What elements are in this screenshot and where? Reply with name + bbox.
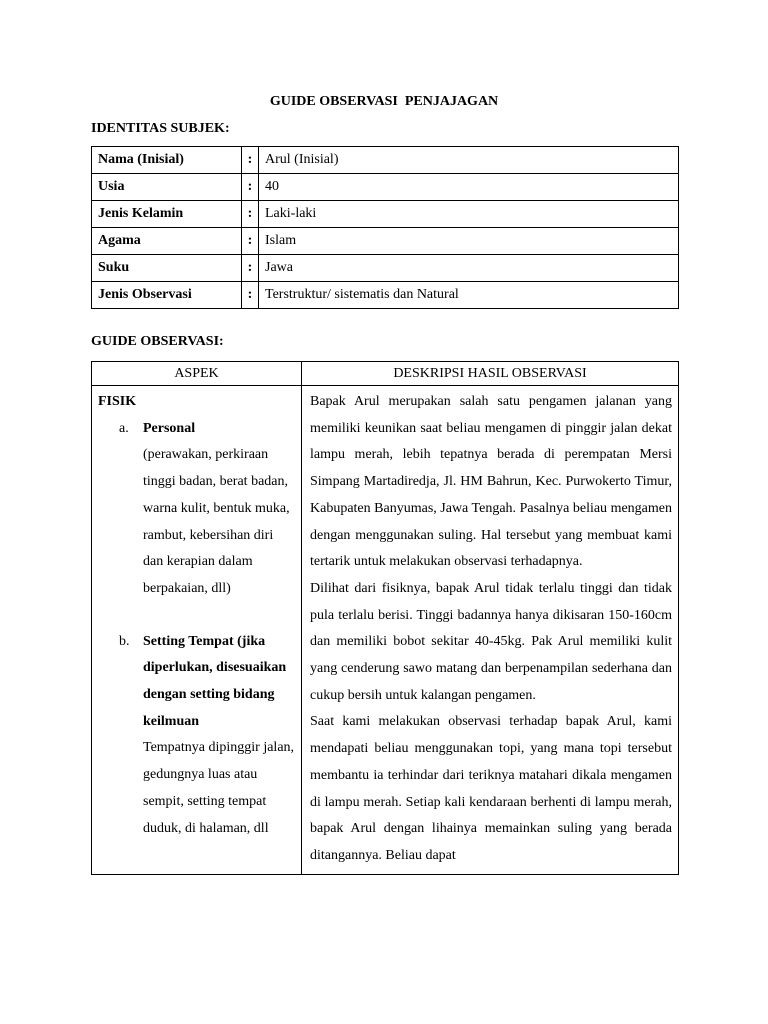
description-paragraph: Dilihat dari fisiknya, bapak Arul tidak terlalu tinggi dan tidak pula terlalu berisi. Tinggi badannya hanya dikisaran 150-160cm dan memiliki bobot sekitar 40-45kg. Pak Arul memiliki kulit yang cenderung sawo matang dan berpenampilan sederhana dan cukup bersih untuk kalangan pengamen. [310, 580, 672, 703]
aspek-item-setting [98, 629, 295, 843]
aspek-category: FISIK [98, 394, 137, 409]
identity-colon: : [242, 201, 259, 228]
identity-value: Jawa [259, 255, 679, 282]
aspek-cell [92, 386, 302, 875]
identity-label: Suku [92, 255, 242, 282]
identity-value: 40 [259, 174, 679, 201]
table-row [92, 386, 679, 875]
identity-colon: : [242, 255, 259, 282]
deskripsi-cell [302, 386, 679, 875]
identity-table [91, 146, 679, 309]
identity-row [92, 147, 679, 174]
identity-row [92, 174, 679, 201]
identity-colon: : [242, 228, 259, 255]
identity-colon: : [242, 147, 259, 174]
identity-label: Agama [92, 228, 242, 255]
document-title: GUIDE OBSERVASI PENJAJAGAN [269, 94, 499, 109]
identity-value: Arul (Inisial) [259, 147, 679, 174]
header-aspek: ASPEK [92, 362, 302, 386]
identity-label: Usia [92, 174, 242, 201]
identity-label: Jenis Observasi [92, 282, 242, 309]
item-number: a. [119, 420, 129, 436]
description-paragraph: Saat kami melakukan observasi terhadap bapak Arul, kami mendapati beliau menggunakan topi, yang mana topi tersebut membantu ia terhindar dari teriknya matahari dikala mengamen di lampu merah. Setiap kali kendaraan berhenti di lampu merah, bapak Arul dengan lihainya memainkan suling yang berada ditangannya. Beliau dapat [310, 714, 672, 863]
identity-row [92, 255, 679, 282]
identity-value: Laki-laki [259, 201, 679, 228]
identity-value: Islam [259, 228, 679, 255]
table-header-row [92, 362, 679, 386]
aspek-item-personal [98, 416, 295, 603]
item-description: (perawakan, perkiraan tinggi badan, berat badan, warna kulit, bentuk muka, rambut, kebersihan diri dan kerapian dalam berpakaian, dll) [143, 447, 290, 596]
guide-heading: GUIDE OBSERVASI: [91, 334, 224, 349]
header-deskripsi: DESKRIPSI HASIL OBSERVASI [302, 362, 679, 386]
item-title: Setting Tempat (jika diperlukan, disesuaikan dengan setting bidang keilmuan [143, 633, 287, 729]
identity-value: Terstruktur/ sistematis dan Natural [259, 282, 679, 309]
identity-colon: : [242, 282, 259, 309]
description-paragraph: Bapak Arul merupakan salah satu pengamen jalanan yang memiliki keunikan saat beliau mengamen di pinggir jalan dekat lampu merah, lebih tepatnya berada di perempatan Mersi Simpang Martadiredja, Jl. HM Bahrun, Kec. Purwokerto Timur, Kabupaten Banyumas, Jawa Tengah. Pasalnya beliau mengamen dengan menggunakan suling. Hal tersebut yang membuat kami tertarik untuk melakukan observasi terhadapnya. [310, 394, 672, 570]
identity-row [92, 228, 679, 255]
identity-label: Nama (Inisial) [92, 147, 242, 174]
identity-label: Jenis Kelamin [92, 201, 242, 228]
item-number: b. [119, 633, 130, 649]
identity-row [92, 201, 679, 228]
item-title: Personal [143, 420, 196, 436]
observation-guide-table [91, 361, 679, 875]
identity-heading: IDENTITAS SUBJEK: [91, 121, 230, 136]
identity-row [92, 282, 679, 309]
identity-colon: : [242, 174, 259, 201]
item-description: Tempatnya dipinggir jalan, gedungnya luas atau sempit, setting tempat duduk, di halaman, dll [143, 740, 295, 836]
